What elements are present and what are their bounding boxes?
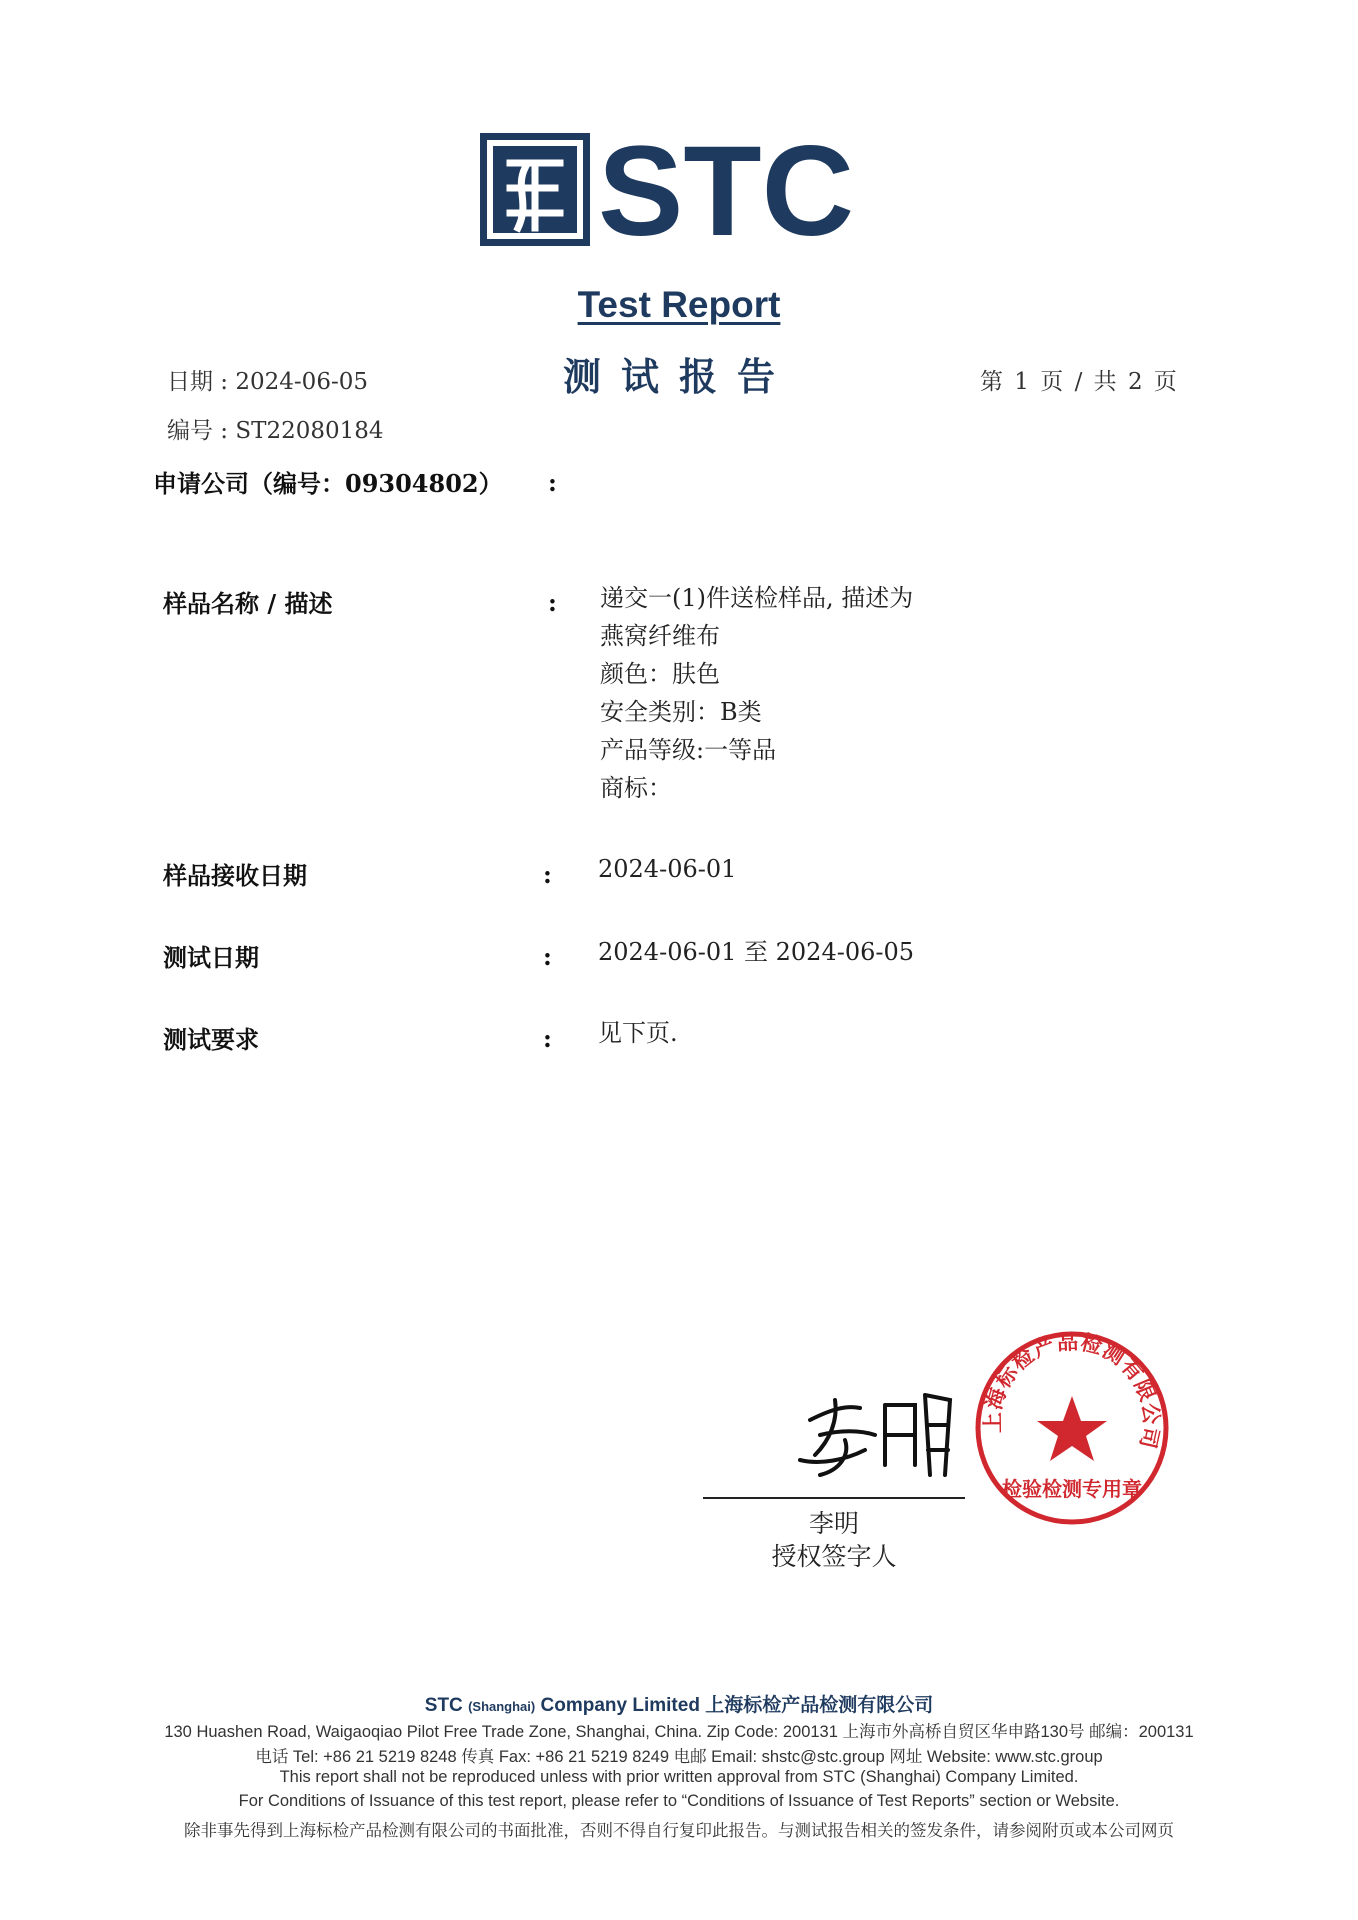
- number-label: 编号: [167, 418, 213, 444]
- receive-date-label: 样品接收日期: [163, 861, 307, 890]
- sample-colon: :: [548, 588, 557, 617]
- page-info: 第 1 页 / 共 2 页: [980, 369, 1179, 395]
- sample-line: 递交一(1)件送检样品, 描述为: [600, 584, 914, 612]
- test-requirement-label: 测试要求: [163, 1025, 259, 1054]
- number-value: ST22080184: [235, 418, 384, 444]
- signature-line: [703, 1497, 965, 1499]
- receive-date-colon: :: [543, 860, 552, 889]
- receive-date-value: 2024-06-01: [598, 855, 737, 883]
- sample-label: 样品名称 / 描述: [163, 589, 333, 618]
- report-title-en: [0, 284, 1358, 326]
- sample-line: 产品等级:一等品: [600, 736, 777, 764]
- date-label: 日期: [167, 369, 213, 395]
- number-line: 编号 : ST22080184: [167, 418, 384, 444]
- footer-contact: 电话 Tel: +86 21 5219 8248 传真 Fax: +86 21 5219 8249 电邮 Email: shstc@stc.group 网址 Website: www.stc.group: [255, 1748, 1103, 1766]
- date-value: 2024-06-05: [235, 369, 368, 395]
- footer-company-prefix: STC: [424, 1695, 463, 1716]
- signer-title: 授权签字人: [771, 1542, 897, 1571]
- footer-company: [0, 1690, 1358, 1717]
- stc-logo: [480, 133, 890, 246]
- company-seal: [972, 1328, 1172, 1528]
- test-requirement-value: 见下页.: [598, 1019, 678, 1047]
- applicant-colon: :: [548, 468, 557, 497]
- title-en-text: Test Report: [577, 284, 781, 325]
- test-date-colon: :: [543, 942, 552, 971]
- seal-ring-text: 上海标检产品检测有限公司: [979, 1328, 1165, 1452]
- applicant-label: 申请公司（编号：09304802）: [153, 469, 503, 498]
- test-date-label: 测试日期: [163, 943, 259, 972]
- footer-address: 130 Huashen Road, Waigaoqiao Pilot Free Trade Zone, Shanghai, China. Zip Code: 200131 上海市外高桥自贸区华申路130号 邮编：200131: [164, 1723, 1194, 1741]
- sample-line: 安全类别：B类: [600, 698, 762, 726]
- test-requirement-colon: :: [543, 1024, 552, 1053]
- sample-line: 商标：: [600, 774, 672, 802]
- date-line: 日期 : 2024-06-05: [167, 369, 368, 395]
- footer-notice-en-1: This report shall not be reproduced unless with prior written approval from STC (Shanghai) Company Limited.: [279, 1768, 1079, 1786]
- signer-name: 李明: [808, 1509, 859, 1538]
- footer-company-region: (Shanghai): [468, 1699, 536, 1714]
- footer-company-suffix: Company Limited 上海标检产品检测有限公司: [540, 1695, 934, 1716]
- sample-description: [600, 579, 913, 807]
- handwritten-signature: [790, 1380, 960, 1490]
- footer-notice-en-2: For Conditions of Issuance of this test report, please refer to “Conditions of Issuance of Test Reports” section or Website.: [238, 1792, 1120, 1810]
- test-date-value: 2024-06-01 至 2024-06-05: [598, 938, 915, 966]
- sample-line: 颜色：肤色: [600, 660, 720, 688]
- sample-line: 燕窝纤维布: [600, 622, 720, 650]
- footer-notice-zh: 除非事先得到上海标检产品检测有限公司的书面批准，否则不得自行复印此报告。与测试报告相关的签发条件，请参阅附页或本公司网页: [184, 1822, 1174, 1840]
- report-title-zh: 测试报告: [562, 354, 795, 399]
- logo-text: STC: [598, 133, 854, 246]
- seal-bottom-text: 检验检测专用章: [1002, 1477, 1142, 1501]
